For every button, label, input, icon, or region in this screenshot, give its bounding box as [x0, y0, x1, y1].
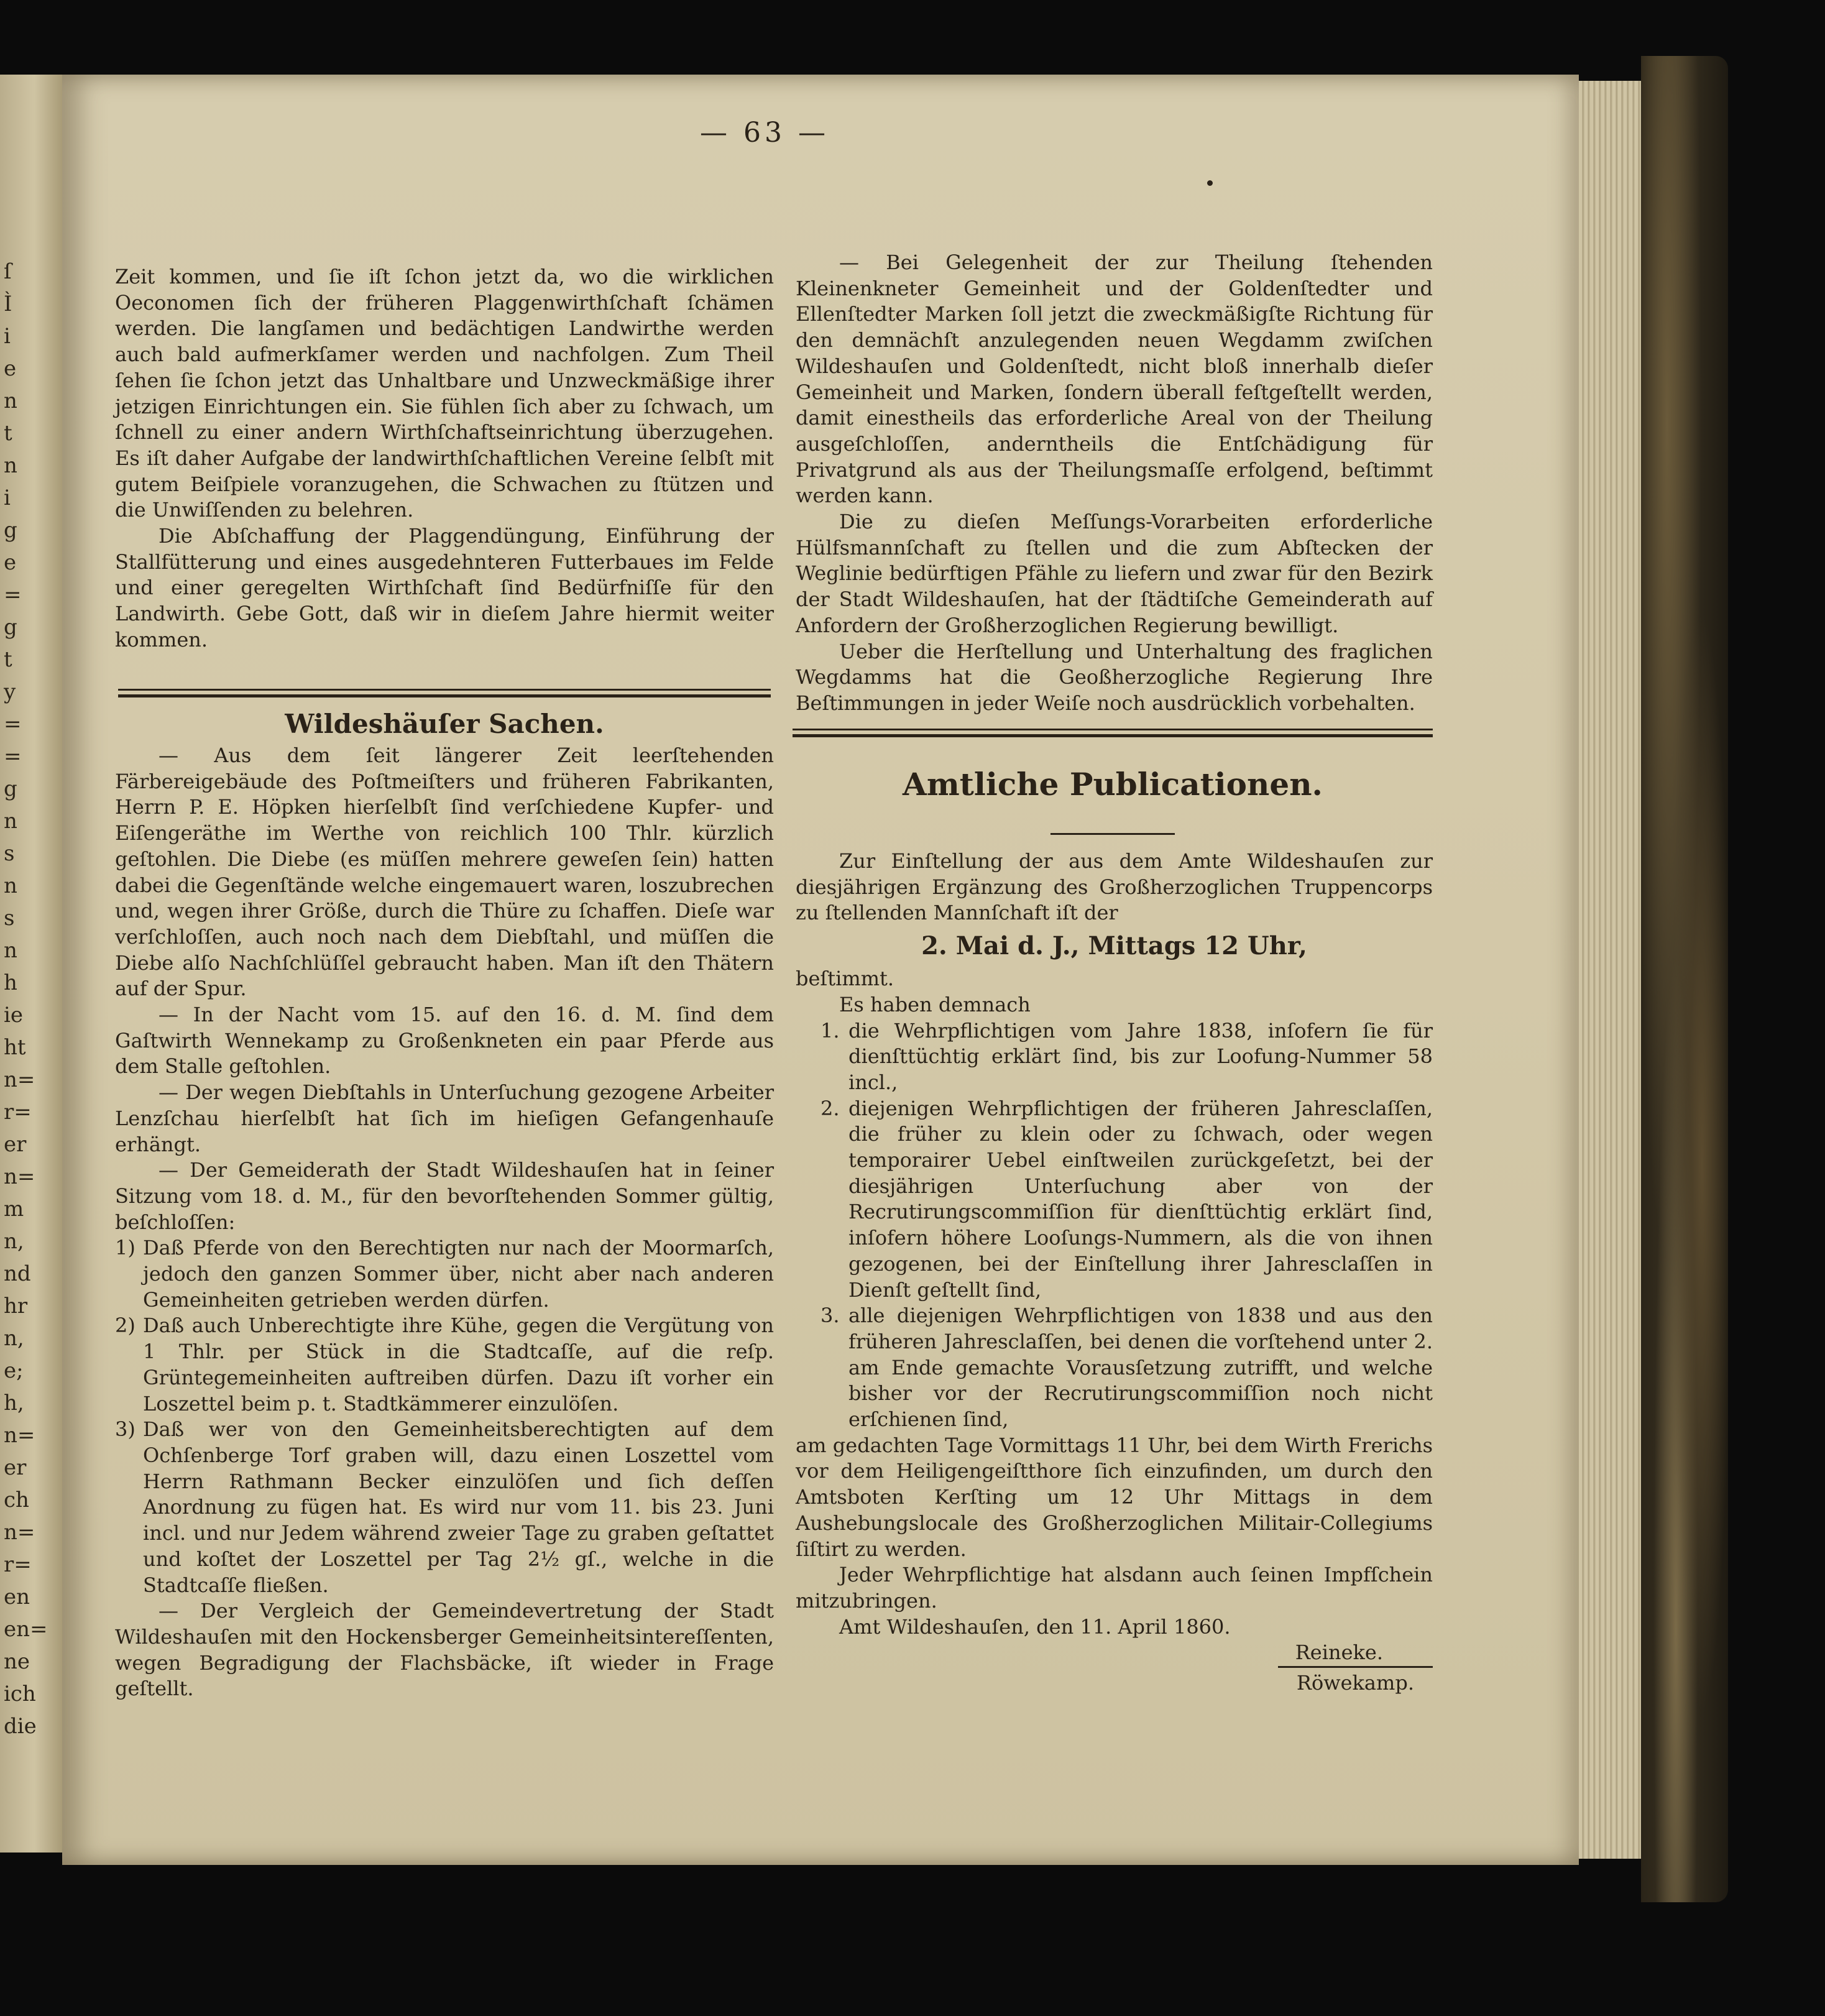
- margin-fragment: g: [4, 518, 17, 543]
- margin-fragment: e;: [4, 1358, 24, 1383]
- margin-fragment: n=: [4, 1164, 35, 1189]
- margin-fragment: en=: [4, 1617, 48, 1642]
- right-column-news: [796, 250, 1433, 717]
- list-number: 2.: [821, 1096, 840, 1120]
- margin-fragment: n: [4, 389, 17, 413]
- margin-fragment: n,: [4, 1326, 24, 1351]
- notice-date: 2. Mai d. J., Mittags 12 Uhr,: [921, 931, 1307, 961]
- ink-dot: [1207, 180, 1213, 186]
- section-divider: [793, 729, 1433, 737]
- margin-fragment: =: [4, 582, 22, 607]
- margin-fragment: i: [4, 486, 11, 510]
- margin-fragment: n: [4, 809, 17, 834]
- list-number: 1): [115, 1236, 136, 1260]
- margin-fragment: y: [4, 679, 16, 704]
- margin-fragment: s: [4, 841, 15, 866]
- margin-fragment: r=: [4, 1100, 32, 1125]
- margin-fragment: h: [4, 970, 17, 995]
- margin-fragment: s: [4, 906, 15, 931]
- list-text: Daß wer von den Gemeinheitsberechtigten auf dem Ochſenberge Torf graben will, dazu einen Loszettel vom Herrn Rathmann Becker einzulöſen und ſich deſſen Anordnung zu fügen hat. Es wird nur vom 11. bis 23. Juni incl. und nur Jedem während zweier Tage zu graben geſtattet und koſtet der Loszettel per Tag 2½ gſ., welche in die Stadtcaſſe fließen.: [143, 1417, 774, 1597]
- list-item: [115, 1313, 774, 1417]
- list-text: Daß auch Unberechtigte ihre Kühe, gegen die Vergütung von 1 Thlr. per Stück in die Stadtcaſſe, auf die reſp. Grüntegemeinheiten auftreiben dürfen. Dazu iſt vorher ein Loszettel beim p. t. Stadtkämmerer einzulöſen.: [143, 1314, 774, 1415]
- margin-fragment: g: [4, 776, 17, 801]
- margin-fragment: n=: [4, 1520, 35, 1545]
- list-number: 1.: [821, 1018, 840, 1043]
- list-item: [115, 1235, 774, 1313]
- list-text: diejenigen Wehrpflichtigen der früheren Jahresclaſſen, die früher zu klein oder zu ſchwach, oder wegen temporairer Uebel einſtweilen zurückgeſetzt, bei der diesjährigen Unterſuchung aber von der Recrutirungscommiſſion für dienſttüchtig erklärt ſind, inſofern höhere Looſungs-Nummern, als die von ihnen gezogenen, bei der Einſtellung ihrer Jahresclaſſen in Dienſt geſtellt ſind,: [848, 1096, 1433, 1302]
- margin-fragment: t: [4, 421, 12, 446]
- margin-fragment: ie: [4, 1003, 23, 1028]
- margin-fragment: i: [4, 324, 11, 349]
- news-item: Die zu dieſen Meſſungs-Vorarbeiten erforderliche Hülfsmannſchaft zu ſtellen und die zum Abſtecken der Weglinie bedürftigen Pfähle zu liefern und zwar für den Bezirk der Stadt Wildeshauſen, hat der ſtädtiſche Gemeinderath auf Anfordern der Großherzoglichen Regierung bewilligt.: [796, 510, 1433, 637]
- margin-fragment: t: [4, 647, 12, 672]
- margin-fragment: die: [4, 1714, 37, 1739]
- margin-fragment: er: [4, 1455, 27, 1480]
- section-heading: Wildeshäuſer Sachen.: [285, 709, 604, 739]
- margin-fragment: r=: [4, 1552, 32, 1577]
- page-number: — 63 —: [700, 117, 829, 149]
- margin-fragment: n: [4, 938, 17, 963]
- heading-underline: [1050, 833, 1175, 835]
- news-item: — Der Vergleich der Gemeindevertretung der Stadt Wildeshauſen mit den Hockensberger Gemeinheitsintereſſenten, wegen Begradigung der Flachsbäcke, iſt wieder in Frage geſtellt.: [115, 1599, 774, 1701]
- margin-fragment: ich: [4, 1682, 36, 1706]
- margin-fragment: m: [4, 1197, 24, 1222]
- news-item: — Der wegen Diebſtahls in Unterſuchung gezogene Arbeiter Lenzſchau hierſelbſt hat ſich im hieſigen Gefangenhauſe erhängt.: [115, 1080, 774, 1156]
- margin-fragment: hr: [4, 1294, 28, 1319]
- list-item: [796, 1096, 1433, 1304]
- signature: Röwekamp.: [1278, 1666, 1433, 1696]
- margin-fragment: ſ: [4, 259, 12, 284]
- paragraph: Zeit kommen, und ſie iſt ſchon jetzt da, wo die wirklichen Oeconomen ſich der früheren Plaggenwirthſchaft ſchämen werden. Die langſamen und bedächtigen Landwirthe werden auch bald aufmerkſamer werden und nachfolgen. Zum Theil ſehen ſie ſchon jetzt das Unhaltbare und Unzweckmäßige ihrer jetzigen Einrichtungen ein. Sie fühlen ſich aber zu ſchwach, um ſchnell zu einer andern Wirthſchaftseinrichtung überzugehen. Es iſt daher Aufgabe der landwirthſchaftlichen Vereine ſelbſt mit gutem Beiſpiele voranzugehen, die Schwachen zu ſtützen und die Unwiſſenden zu belehren.: [115, 265, 774, 522]
- margin-fragment: e: [4, 356, 17, 381]
- margin-fragment: h,: [4, 1391, 24, 1415]
- margin-fragment: n=: [4, 1423, 35, 1448]
- list-item: [115, 1417, 774, 1598]
- margin-fragment: =: [4, 712, 22, 737]
- book-cover: [1641, 56, 1728, 1902]
- news-item: — Bei Gelegenheit der zur Theilung ſtehenden Kleinenkneter Gemeinheit und der Goldenſtedter und Ellenſtedter Marken ſoll jetzt die zweckmäßigſte Richtung für den demnächſt anzulegenden neuen Wegdamm zwiſchen Wildeshauſen und Goldenſtedt, nicht bloß innerhalb dieſer Gemeinheit und Marken, ſondern überall feſtgeſtellt werden, damit einestheils das erforderliche Areal von der Theilung ausgeſchloſſen, anderntheils die Entſchädigung für Privatgrund als aus der Theilungsmaſſe erfolgend, beſtimmt werden kann.: [796, 251, 1433, 508]
- margin-fragment: ht: [4, 1035, 26, 1060]
- wildeshausen-news: [115, 743, 774, 1702]
- list-item: [796, 1303, 1433, 1433]
- margin-fragment: e: [4, 550, 17, 575]
- previous-page-edge: [0, 75, 62, 1853]
- place-date: Amt Wildeshauſen, den 11. April 1860.: [839, 1614, 1231, 1639]
- margin-fragment: n: [4, 873, 17, 898]
- section-heading: Amtliche Publicationen.: [903, 766, 1323, 803]
- margin-fragment: n,: [4, 1229, 24, 1254]
- notice-text: Es haben demnach: [839, 992, 1031, 1016]
- official-notice: [796, 849, 1433, 1696]
- news-item: — Aus dem ſeit längerer Zeit leerſtehenden Färbereigebäude des Poſtmeiſters und früheren Fabrikanten, Herrn P. E. Höpken hierſelbſt ſind verſchiedene Kupfer- und Eiſengeräthe im Werthe von reichlich 100 Thlr. kürzlich geſtohlen. Die Diebe (es müſſen mehrere geweſen ſein) hatten dabei die Gegenſtände welche eingemauert waren, loszubrechen und, wegen ihrer Größe, durch die Thüre zu ſchaffen. Dieſe war verſchloſſen, auch noch nach dem Diebſtahl, und müſſen die Diebe alſo Nachſchlüſſel gebraucht haben. Man iſt den Thätern auf der Spur.: [115, 743, 774, 1001]
- margin-fragment: n=: [4, 1067, 35, 1092]
- news-item: — In der Nacht vom 15. auf den 16. d. M. ſind dem Gaſtwirth Wennekamp zu Großenkneten ein paar Pferde aus dem Stalle geſtohlen.: [115, 1003, 774, 1079]
- list-text: alle diejenigen Wehrpflichtigen von 1838 und aus den früheren Jahresclaſſen, bei denen die vorſtehend unter 2. am Ende gemachte Vorausſetzung zutrifft, und welche bisher vor der Recrutirungscommiſſion noch nicht erſchienen ſind,: [848, 1304, 1433, 1432]
- margin-fragment: Ì: [4, 292, 12, 316]
- news-item: Ueber die Herſtellung und Unterhaltung des fraglichen Wegdamms hat die Geoßherzogliche Regierung Ihre Beſtimmungen in jeder Weiſe noch ausdrücklich vorbehalten.: [796, 639, 1433, 715]
- list-number: 3.: [821, 1304, 840, 1328]
- paragraph: Die Abſchaffung der Plaggendüngung, Einführung der Stallfütterung und eines ausgedehnteren Futterbaues im Felde und einer geregelten Wirthſchaft ſind Bedürfniſſe für den Landwirth. Gebe Gott, daß wir in dieſem Jahre hiermit weiter kommen.: [115, 524, 774, 651]
- section-divider: [118, 689, 771, 697]
- notice-intro: Zur Einſtellung der aus dem Amte Wildeshauſen zur diesjährigen Ergänzung des Großherzoglichen Truppencorps zu ſtellenden Mannſchaft iſt der: [796, 849, 1433, 925]
- margin-fragment: =: [4, 744, 22, 769]
- list-number: 3): [115, 1417, 136, 1442]
- notice-text: Jeder Wehrpflichtige hat alsdann auch ſeinen Impfſchein mitzubringen.: [796, 1563, 1433, 1613]
- news-item: — Der Gemeiderath der Stadt Wildeshauſen hat in ſeiner Sitzung vom 18. d. M., für den bevorſtehenden Sommer gültig, beſchloſſen:: [115, 1158, 774, 1234]
- margin-fragment: ne: [4, 1649, 30, 1674]
- margin-fragment: en: [4, 1585, 30, 1609]
- margin-fragment: g: [4, 615, 17, 640]
- notice-text: beſtimmt.: [796, 967, 894, 991]
- left-column-continuation: [115, 264, 774, 653]
- list-number: 2): [115, 1314, 136, 1338]
- margin-fragment: nd: [4, 1261, 31, 1286]
- margin-fragment: er: [4, 1132, 27, 1157]
- list-text: die Wehrpflichtigen vom Jahre 1838, inſofern ſie für dienſttüchtig erklärt ſind, bis zur Loofung-Nummer 58 incl.,: [848, 1018, 1433, 1094]
- margin-fragment: ch: [4, 1488, 29, 1512]
- signature: Reineke.: [1295, 1641, 1383, 1665]
- margin-fragment: n: [4, 453, 17, 478]
- notice-text: am gedachten Tage Vormittags 11 Uhr, bei dem Wirth Frerichs vor dem Heiligengeiſtthore ſich einzufinden, um durch den Amtsboten Kerſting um 12 Uhr Mittags in dem Aushebungslocale des Großherzoglichen Militair-Collegiums ſiſtirt zu werden.: [796, 1433, 1433, 1561]
- list-text: Daß Pferde von den Berechtigten nur nach der Moormarſch, jedoch den ganzen Sommer über, nicht aber nach anderen Gemeinheiten getrieben werden dürfen.: [143, 1236, 774, 1312]
- list-item: [796, 1018, 1433, 1096]
